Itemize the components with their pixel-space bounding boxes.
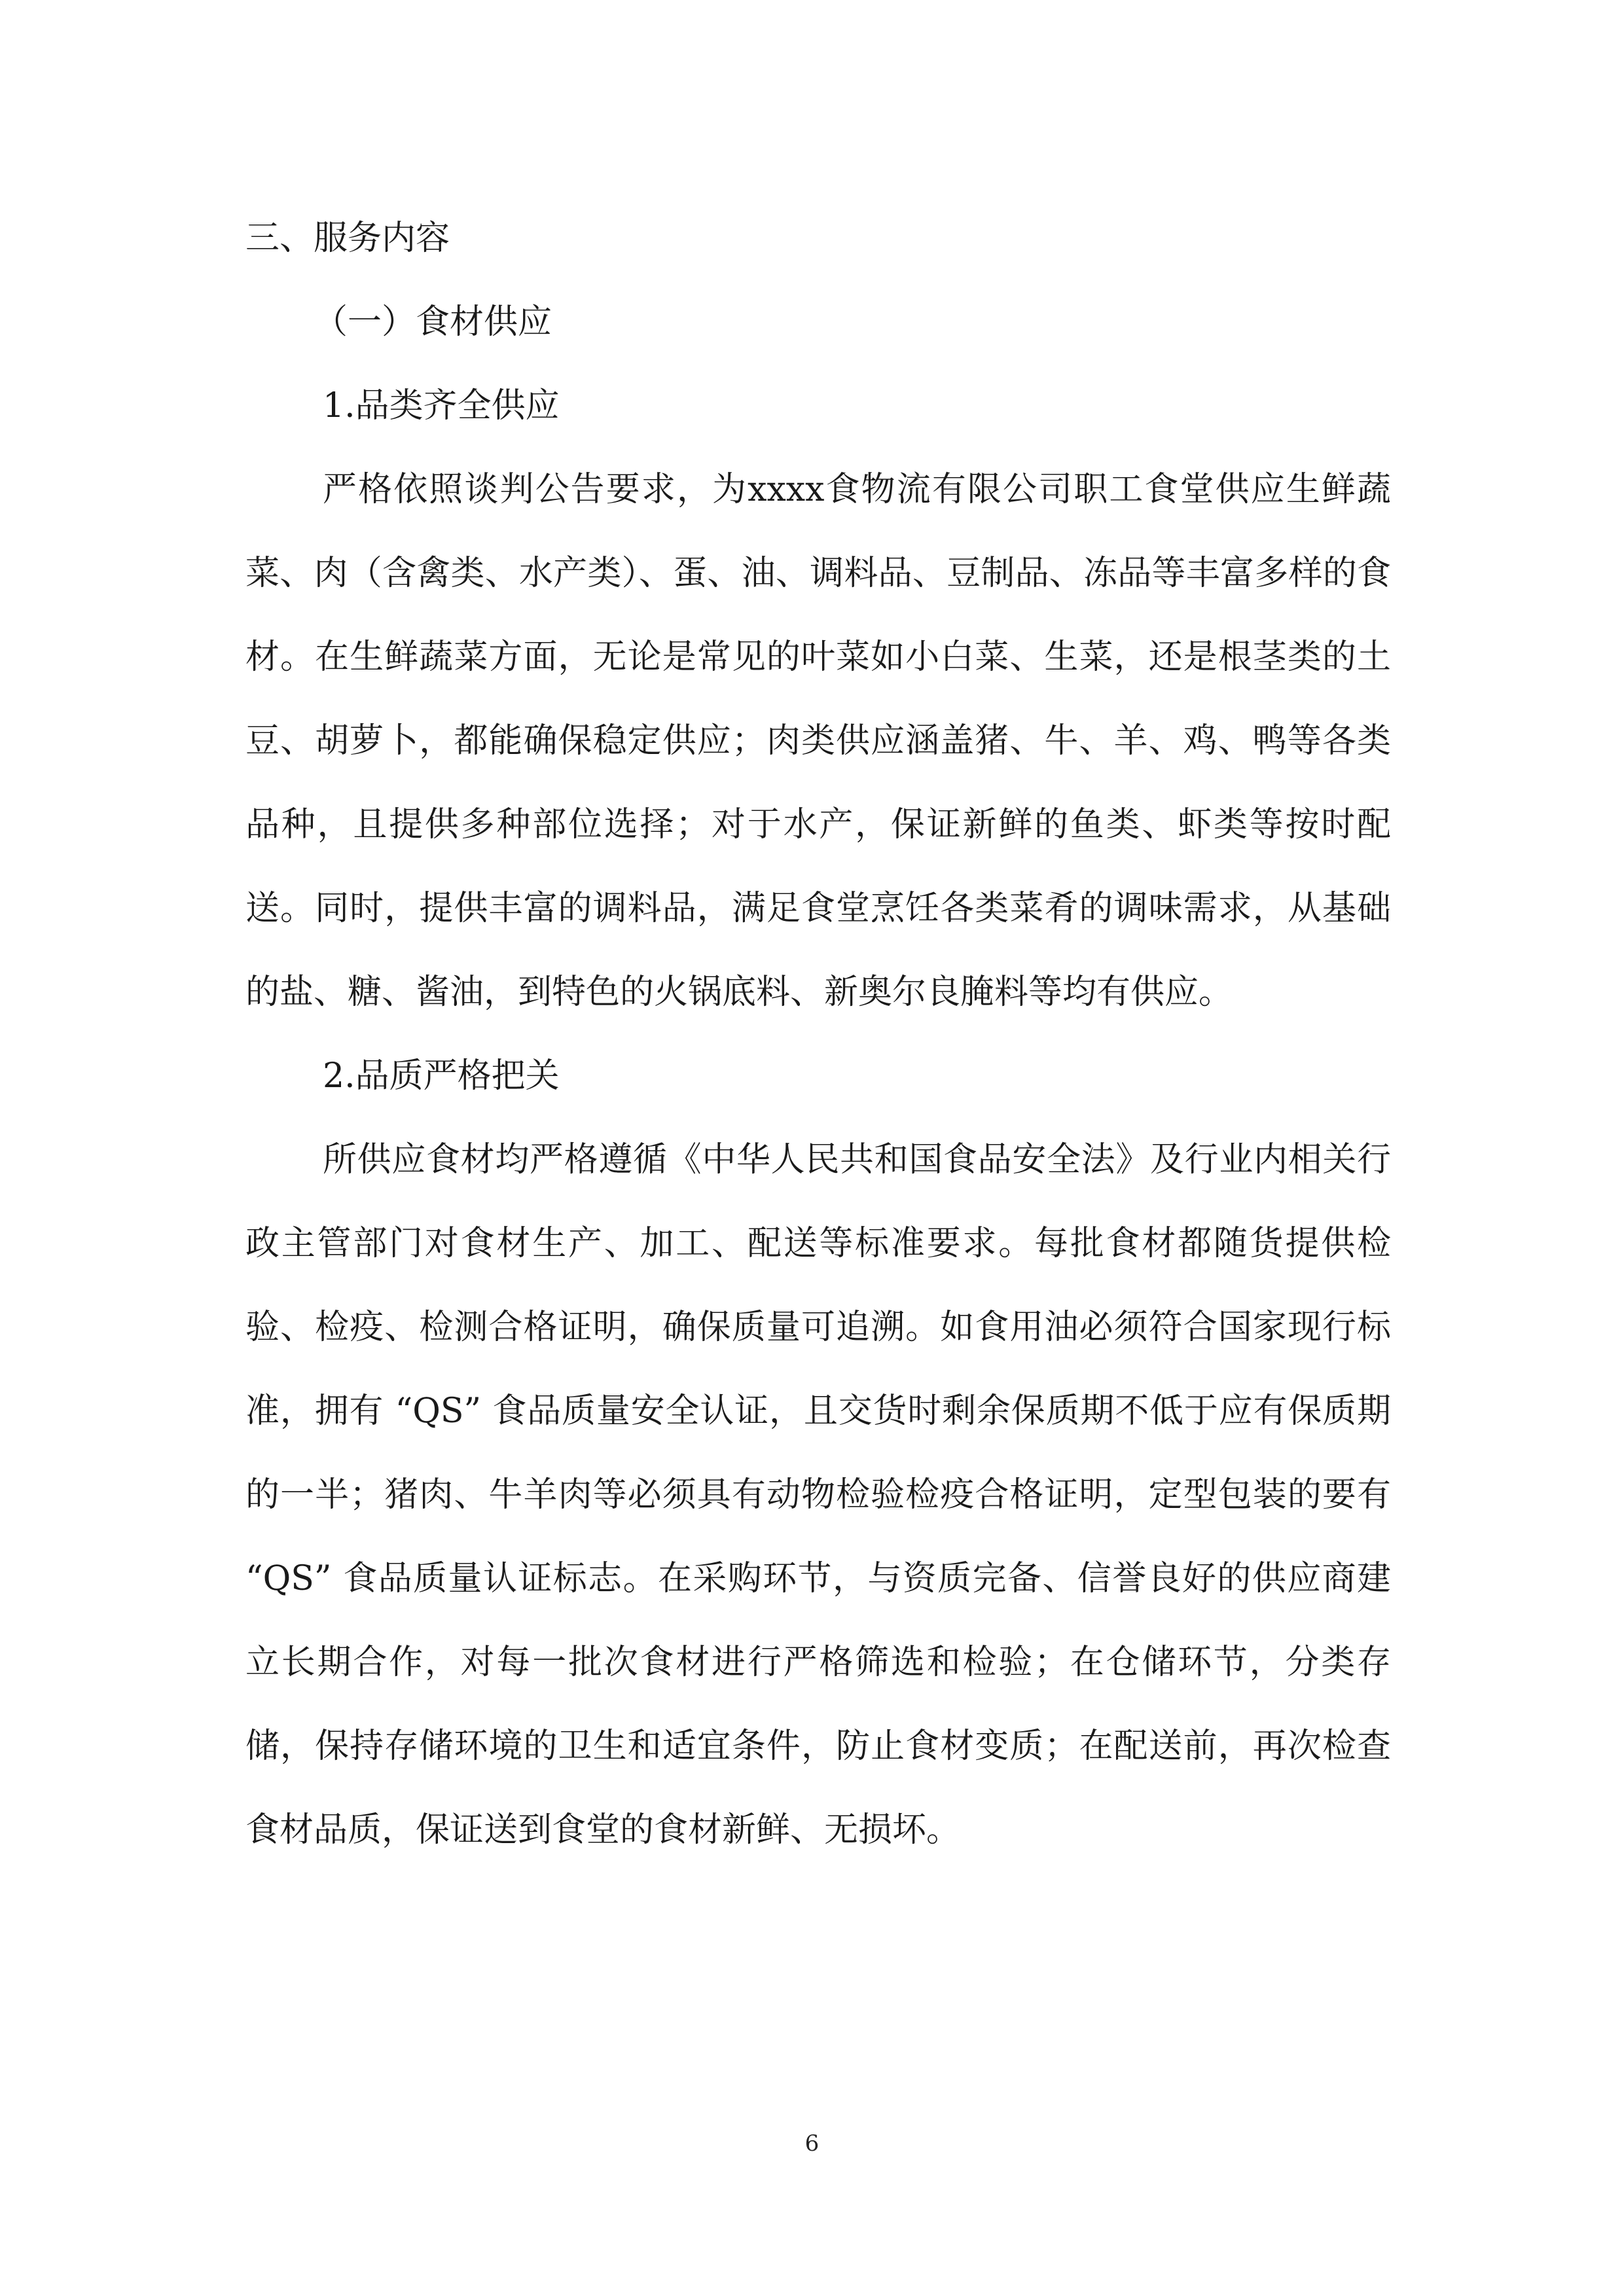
page-number: 6 xyxy=(804,2130,820,2157)
item-heading-2: 2.品质严格把关 xyxy=(323,1056,560,1096)
section-heading: 三、服务内容 xyxy=(245,219,450,258)
page-content xyxy=(245,196,1391,1872)
item-body-1: 严格依照谈判公告要求，为xxxx食物流有限公司职工食堂供应生鲜蔬菜、肉（含禽类、水产类）、蛋、油、调料品、豆制品、冻品等丰富多样的食材。在生鲜蔬菜方面，无论是常见的叶菜如小白菜、生菜，还是根茎类的土豆、胡萝卜，都能确保稳定供应；肉类供应涵盖猪、牛、羊、鸡、鸭等各类品种，且提供多种部位选择；对于水产，保证新鲜的鱼类、虾类等按时配送。同时，提供丰富的调料品，满足食堂烹饪各类菜肴的调味需求，从基础的盐、糖、酱油，到特色的火锅底料、新奥尔良腌料等均有供应。 xyxy=(245,470,1391,1012)
subsection-heading: （一）食材供应 xyxy=(314,302,552,342)
item-body-2: 所供应食材均严格遵循《中华人民共和国食品安全法》及行业内相关行政主管部门对食材生产、加工、配送等标准要求。每批食材都随货提供检验、检疫、检测合格证明，确保质量可追溯。如食用油必须符合国家现行标准，拥有 “QS” 食品质量安全认证，且交货时剩余保质期不低于应有保质期的一半；猪肉、牛羊肉等必须具有动物检验检疫合格证明，定型包装的要有 “QS” 食品质量认证标志。在采购环节，与资质完备、信誉良好的供应商建立长期合作，对每一批次食材进行严格筛选和检验；在仓储环节，分类存储，保持存储环境的卫生和适宜条件，防止食材变质；在配送前，再次检查食材品质，保证送到食堂的食材新鲜、无损坏。 xyxy=(245,1140,1391,1850)
item-heading-1: 1.品类齐全供应 xyxy=(323,386,560,425)
